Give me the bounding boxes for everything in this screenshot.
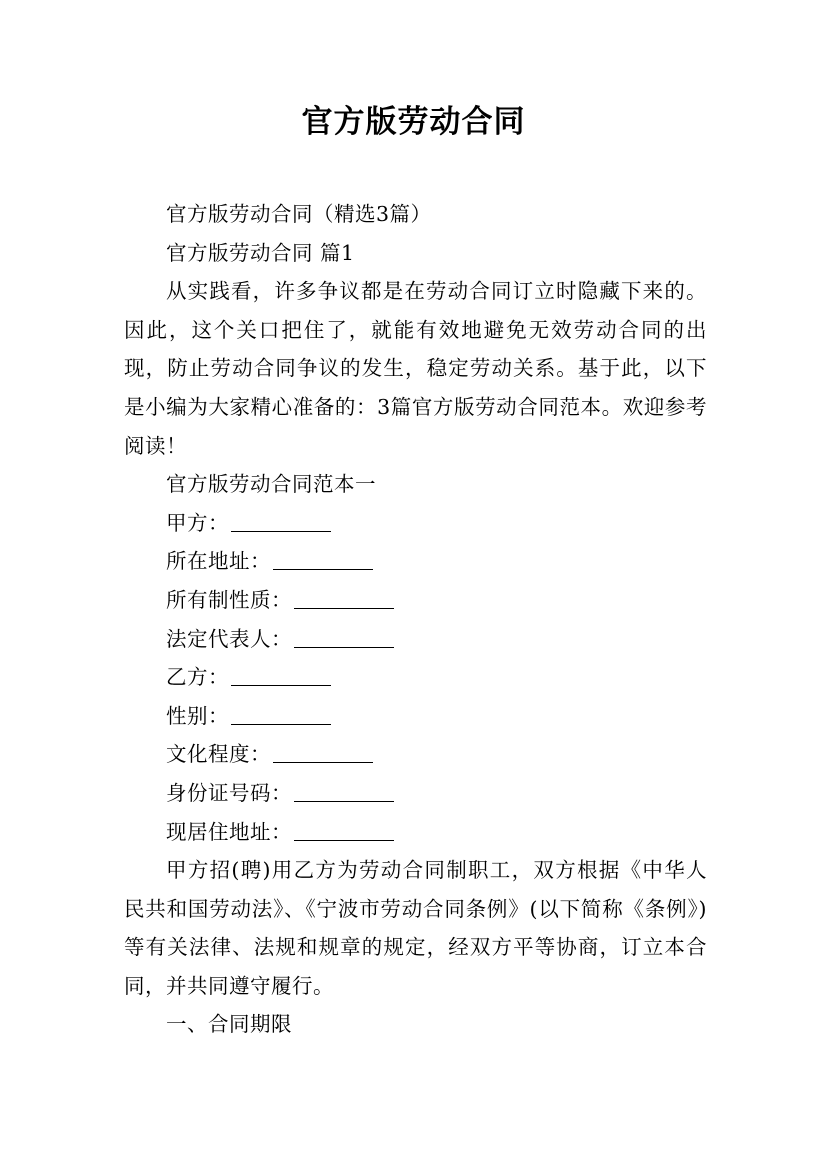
field-id-number [124,774,707,813]
field-label: 甲方： [166,510,230,535]
field-label: 文化程度： [166,742,272,767]
field-label: 性别： [166,703,230,728]
document-subtitle: 官方版劳动合同（精选3篇） [166,202,432,226]
field-label: 所有制性质： [166,587,293,612]
field-legal-rep [124,620,707,659]
intro-paragraph: 从实践看，许多争议都是在劳动合同订立时隐藏下来的。因此，这个关口把住了，就能有效地避免无效劳动合同的出现，防止劳动合同争议的发生，稳定劳动关系。基于此，以下是小编为大家精心准备的：3篇官方版劳动合同范本。欢迎参考阅读！ [124,279,707,458]
fill-in-blank [231,703,331,725]
fill-in-blank [294,587,394,609]
field-party-b [124,658,707,697]
section-heading: 官方版劳动合同 篇1 [166,240,355,265]
field-education [124,735,707,774]
field-current-address [124,813,707,852]
document-title: 官方版劳动合同 [301,104,526,140]
field-address [124,542,707,581]
fill-in-blank [231,665,331,687]
clause-heading: 一、合同期限 [166,1012,293,1037]
sample-title: 官方版劳动合同范本一 [166,472,377,497]
fill-in-blank [273,742,373,764]
fill-in-blank [294,780,394,802]
field-label: 现居住地址： [166,819,293,844]
field-gender [124,697,707,736]
field-party-a [124,504,707,543]
field-label: 法定代表人： [166,626,293,651]
document-body [124,195,707,1044]
field-ownership [124,581,707,620]
field-label: 乙方： [166,665,230,690]
fill-in-blank [294,626,394,648]
fill-in-blank [273,549,373,571]
fill-in-blank [294,819,394,841]
fill-in-blank [231,510,331,532]
field-label: 身份证号码： [166,780,293,805]
body-paragraph: 甲方招(聘)用乙方为劳动合同制职工，双方根据《中华人民共和国劳动法》、《宁波市劳动合同条例》(以下简称《条例》)等有关法律、法规和规章的规定，经双方平等协商，订立本合同，并共同遵守履行。 [124,858,707,998]
field-label: 所在地址： [166,549,272,574]
